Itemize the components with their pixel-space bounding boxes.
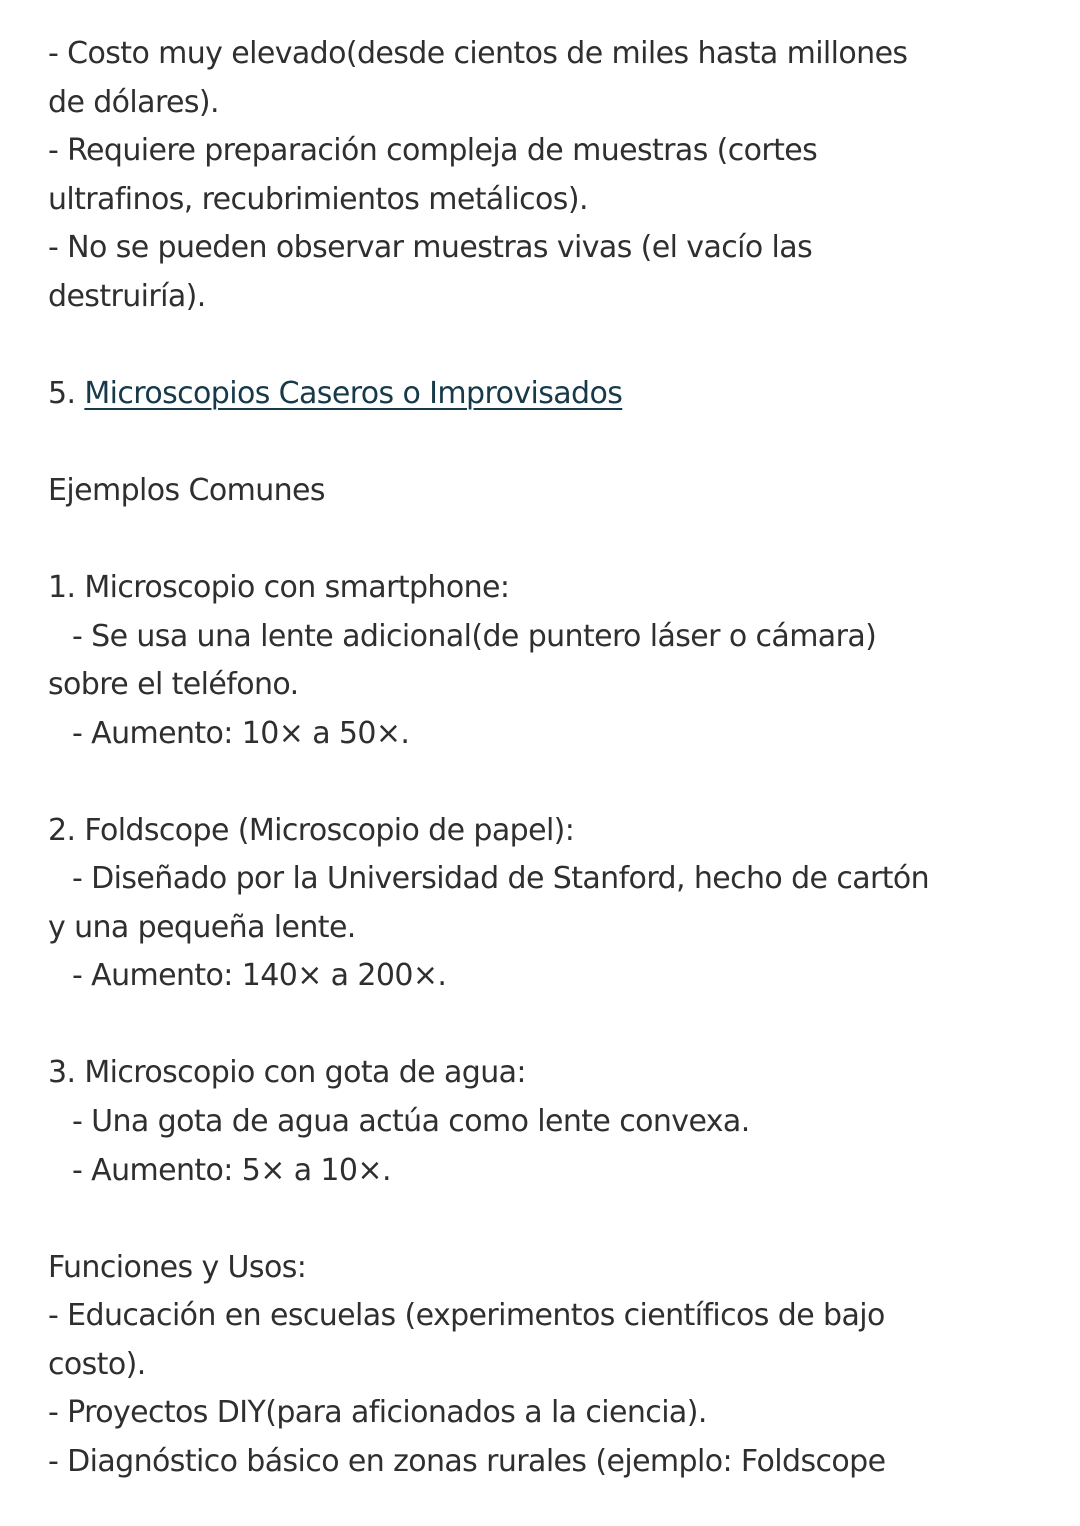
blank-line xyxy=(48,1001,1058,1050)
text-line: costo). xyxy=(48,1346,146,1382)
text-line: - No se pueden observar muestras vivas (el vacío las xyxy=(48,230,813,266)
uses-heading: Funciones y Usos: xyxy=(48,1249,307,1285)
blank-line xyxy=(48,758,1058,807)
text-line: destruiría). xyxy=(48,278,206,314)
text-line: - Diseñado por la Universidad de Stanford, hecho de cartón xyxy=(72,861,930,897)
text-line: - Aumento: 5× a 10×. xyxy=(72,1152,391,1188)
text-line: - Aumento: 10× a 50×. xyxy=(72,715,410,751)
text-line: y una pequeña lente. xyxy=(48,909,356,945)
text-line: - Diagnóstico básico en zonas rurales (ejemplo: Foldscope xyxy=(48,1443,886,1479)
text-line: - Educación en escuelas (experimentos científicos de bajo xyxy=(48,1298,885,1334)
text-line: - Una gota de agua actúa como lente convexa. xyxy=(72,1104,750,1140)
text-line: ultrafinos, recubrimientos metálicos). xyxy=(48,181,588,217)
blank-line xyxy=(48,418,1058,467)
blank-line xyxy=(48,515,1058,564)
blank-line xyxy=(48,321,1058,370)
example-title: 2. Foldscope (Microscopio de papel): xyxy=(48,812,575,848)
section-title-link[interactable]: Microscopios Caseros o Improvisados xyxy=(84,375,623,411)
text-line: - Proyectos DIY(para aficionados a la ciencia). xyxy=(48,1395,707,1431)
text-line: de dólares). xyxy=(48,84,219,120)
section-heading xyxy=(48,370,1058,419)
text-line: - Costo muy elevado(desde cientos de miles hasta millones xyxy=(48,36,908,71)
example-title: 1. Microscopio con smartphone: xyxy=(48,570,510,606)
text-line: - Aumento: 140× a 200×. xyxy=(72,958,447,994)
document-body xyxy=(48,30,1058,1486)
examples-heading: Ejemplos Comunes xyxy=(48,472,325,508)
text-line: - Requiere preparación compleja de muestras (cortes xyxy=(48,133,818,169)
blank-line xyxy=(48,1195,1058,1244)
example-title: 3. Microscopio con gota de agua: xyxy=(48,1055,526,1091)
section-number: 5. xyxy=(48,375,85,411)
text-line: - Se usa una lente adicional(de puntero láser o cámara) xyxy=(72,618,877,654)
text-line: sobre el teléfono. xyxy=(48,667,299,703)
